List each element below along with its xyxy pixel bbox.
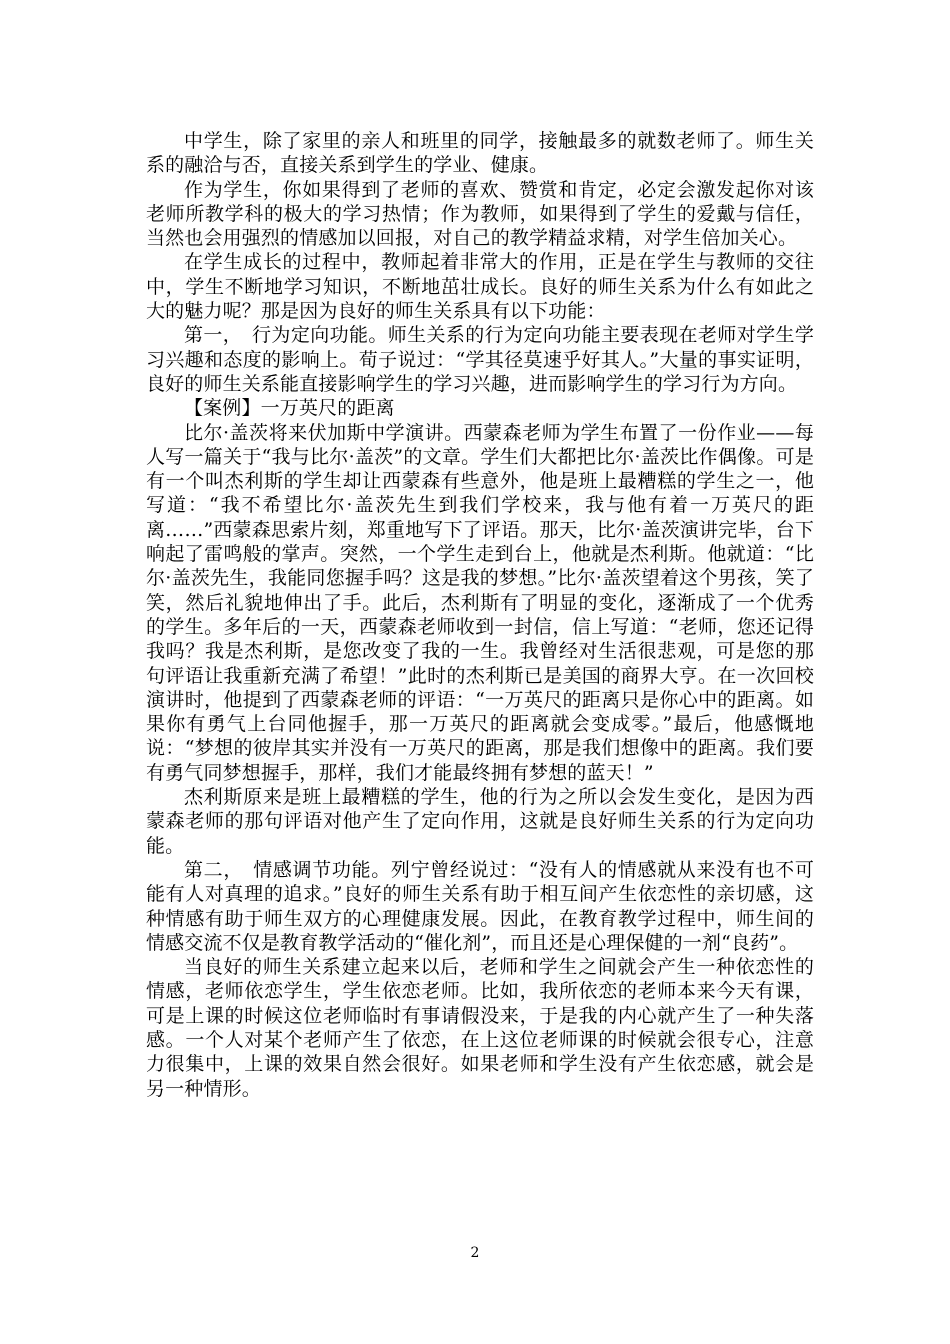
paragraph-case-conclusion: 杰利斯原来是班上最糟糕的学生，他的行为之所以会发生变化，是因为西蒙森老师的那句评语对他产生了定向作用，这就是良好师生关系的行为定向功能。 — [146, 786, 814, 857]
body-text — [146, 129, 814, 1101]
paragraph-function-two: 第二， 情感调节功能。列宁曾经说过：“没有人的情感就从来没有也不可能有人对真理的追求。”良好的师生关系有助于相互间产生依恋性的亲切感，这种情感有助于师生双方的心理健康发展。因此，在教育教学过程中，师生间的情感交流不仅是教育教学活动的“催化剂”，而且还是心理保健的一剂“良药”。 — [146, 858, 814, 954]
page-number: 2 — [470, 1245, 480, 1261]
paragraph-case-title: 【案例】一万英尺的距离 — [184, 397, 395, 420]
paragraph-attachment: 当良好的师生关系建立起来以后，老师和学生之间就会产生一种依恋性的情感，老师依恋学生，学生依恋老师。比如，我所依恋的老师本来今天有课，可是上课的时候这位老师临时有事请假没来，于是我的内心就产生了一种失落感。一个人对某个老师产生了依恋，在上这位老师课的时候就会很专心，注意力很集中，上课的效果自然会很好。如果老师和学生没有产生依恋感，就会是另一种情形。 — [146, 956, 814, 1100]
paragraph-function-one: 第一， 行为定向功能。师生关系的行为定向功能主要表现在老师对学生学习兴趣和态度的影响上。荀子说过：“学其径莫速乎好其人。”大量的事实证明，良好的师生关系能直接影响学生的学习兴趣，进而影响学生的学习行为方向。 — [146, 324, 814, 395]
paragraph-teacher-role: 在学生成长的过程中，教师起着非常大的作用，正是在学生与教师的交往中，学生不断地学习知识，不断地茁壮成长。良好的师生关系为什么有如此之大的魅力呢？那是因为良好的师生关系具有以下功能： — [146, 251, 814, 323]
paragraph-intro: 中学生，除了家里的亲人和班里的同学，接触最多的就数老师了。师生关系的融洽与否，直接关系到学生的学业、健康。 — [146, 130, 814, 177]
paragraph-case-story: 比尔·盖茨将来伏加斯中学演讲。西蒙森老师为学生布置了一份作业——每人写一篇关于“我与比尔·盖茨”的文章。学生们大都把比尔·盖茨比作偶像。可是有一个叫杰利斯的学生却让西蒙森有些意外，他是班上最糟糕的学生之一，他写道：“我不希望比尔·盖茨先生到我们学校来，我与他有着一万英尺的距离……”西蒙森思索片刻，郑重地写下了评语。那天，比尔·盖茨演讲完毕，台下响起了雷鸣般的掌声。突然，一个学生走到台上，他就是杰利斯。他就道：“比尔·盖茨先生，我能同您握手吗？这是我的梦想。”比尔·盖茨望着这个男孩，笑了笑，然后礼貌地伸出了手。此后，杰利斯有了明显的变化，逐渐成了一个优秀的学生。多年后的一天，西蒙森老师收到一封信，信上写道：“老师，您还记得我吗？我是杰利斯，是您改变了我的一生。我曾经对生活很悲观，可是您的那句评语让我重新充满了希望！”此时的杰利斯已是美国的商界大亨。在一次回校演讲时，他提到了西蒙森老师的评语：“一万英尺的距离只是你心中的距离。如果你有勇气上台同他握手，那一万英尺的距离就会变成零。”最后，他感慨地说：“梦想的彼岸其实并没有一万英尺的距离，那是我们想像中的距离。我们要有勇气同梦想握手，那样，我们才能最终拥有梦想的蓝天！” — [146, 421, 814, 784]
paragraph-student-teacher: 作为学生，你如果得到了老师的喜欢、赞赏和肯定，必定会激发起你对该老师所教学科的极大的学习热情；作为教师，如果得到了学生的爱戴与信任，当然也会用强烈的情感加以回报，对自己的教学精益求精，对学生倍加关心。 — [146, 178, 814, 250]
